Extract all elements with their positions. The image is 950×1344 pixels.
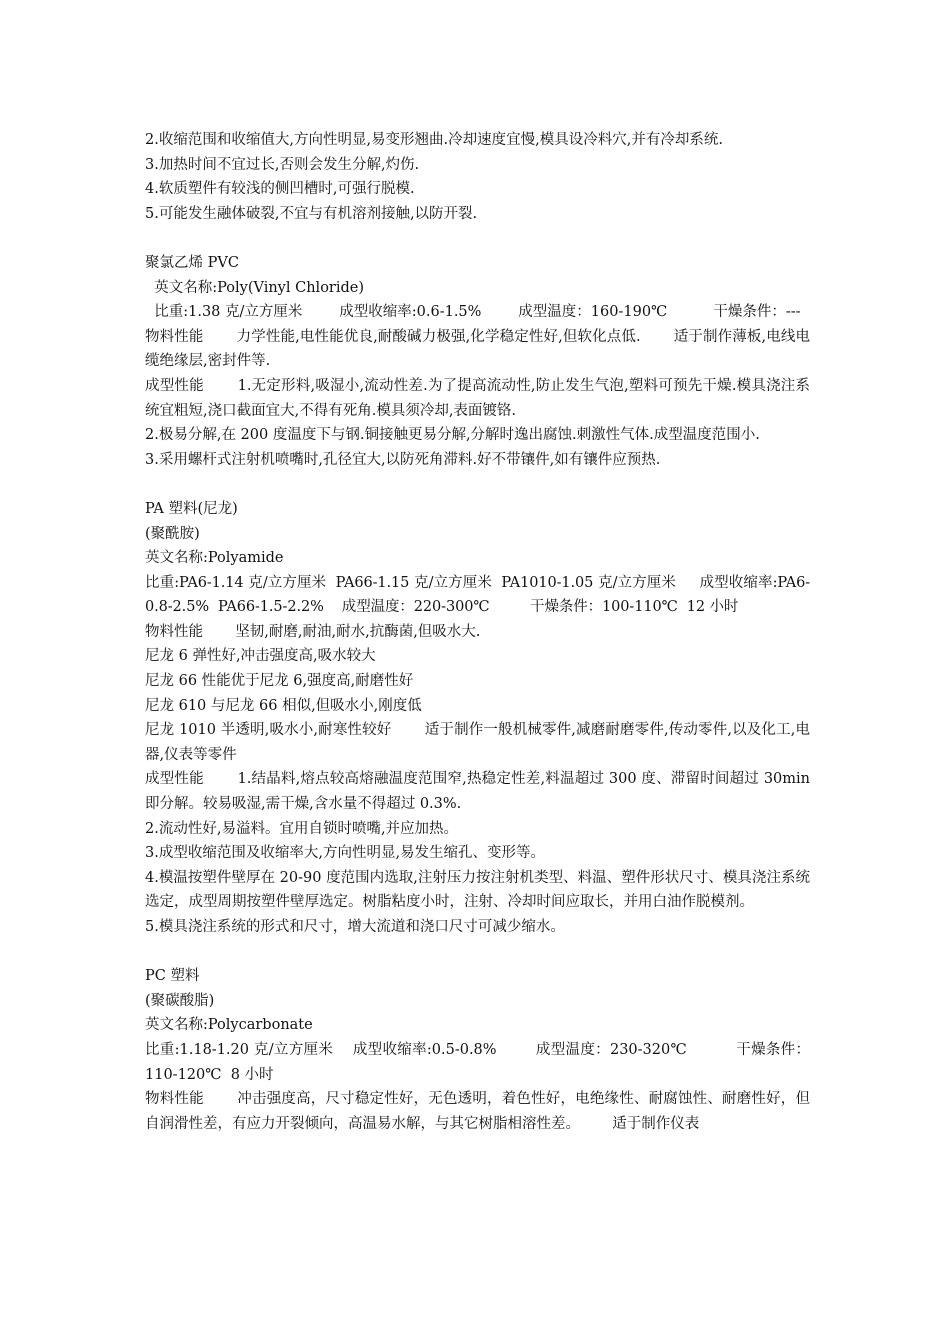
specs: 比重:1.18-1.20 克/立方厘米 成型收缩率:0.5-0.8% 成型温度：230-320℃ 干燥条件：110-120℃ 8 小时 [145,1041,810,1083]
paragraph: 5.模具浇注系统的形式和尺寸，增大流道和浇口尺寸可减少缩水。 [145,919,565,935]
paragraph: 4.软质塑件有较浅的侧凹槽时,可强行脱模. [145,181,415,198]
specs: 比重:PA6-1.14 克/立方厘米 PA66-1.15 克/立方厘米 PA1010-1.05 克/立方厘米 成型收缩率:PA6-0.8-2.5% PA66-1.5-2.2% 成型温度：220-300℃ 干燥条件：100-110℃ 12 小时 [145,574,810,616]
paragraph: 5.可能发生融体破裂,不宜与有机溶剂接触,以防开裂. [145,205,478,222]
paragraph: 3.成型收缩范围及收缩率大,方向性明显,易发生缩孔、变形等。 [145,845,546,862]
specs: 比重:1.38 克/立方厘米 成型收缩率:0.6-1.5% 成型温度：160-190℃ 干燥条件：--- [145,304,801,321]
material-properties: 物料性能 力学性能,电性能优良,耐酸碱力极强,化学稳定性好,但软化点低. 适于制作薄板,电线电缆绝缘层,密封件等. [145,328,810,370]
paragraph: 3.采用螺杆式注射机喷嘴时,孔径宜大,以防死角滞料.好不带镶件,如有镶件应预热. [145,451,661,468]
paragraph: 尼龙 66 性能优于尼龙 6,强度高,耐磨性好 [145,673,414,690]
section-heading: PC 塑料 [145,968,200,985]
material-properties: 物料性能 冲击强度高，尺寸稳定性好，无色透明，着色性好，电绝缘性、耐腐蚀性、耐磨性好，但自润滑性差，有应力开裂倾向，高温易水解，与其它树脂相溶性差。 适于制作仪表 [145,1091,810,1132]
paragraph: 4.模温按塑件壁厚在 20-90 度范围内选取,注射压力按注射机类型、料温、塑件形状尺寸、模具浇注系统选定，成型周期按塑件壁厚选定。树脂粘度小时，注射、冷却时间应取长，并用白油作脱模剂。 [145,869,810,911]
english-name: 英文名称:Polycarbonate [145,1017,313,1034]
document-body [145,128,815,1136]
spacer [145,940,810,965]
pc-section [145,964,810,1136]
intro-section [145,128,810,226]
section-heading: 聚氯乙烯 PVC [145,254,239,271]
paragraph: 尼龙 6 弹性好,冲击强度高,吸水较大 [145,648,376,665]
material-properties: 物料性能 坚韧,耐磨,耐油,耐水,抗酶菌,但吸水大. [145,623,481,640]
spacer [145,226,810,251]
molding-properties: 成型性能 1.结晶料,熔点较高熔融温度范围窄,热稳定性差,料温超过 300 度、滞留时间超过 30min 即分解。较易吸湿,需干燥,含水量不得超过 0.3%. [145,771,815,813]
paragraph: 尼龙 610 与尼龙 66 相似,但吸水小,刚度低 [145,697,422,714]
molding-properties: 成型性能 1.无定形料,吸湿小,流动性差.为了提高流动性,防止发生气泡,塑料可预先干燥.模具浇注系统宜粗短,浇口截面宜大,不得有死角.模具须冷却,表面镀铬. [145,377,810,419]
section-heading: PA 塑料(尼龙) [145,500,238,517]
paragraph: 2.极易分解,在 200 度温度下与钢.铜接触更易分解,分解时逸出腐蚀.刺激性气体.成型温度范围小. [145,427,760,444]
paragraph: 2.收缩范围和收缩值大,方向性明显,易变形翘曲.冷却速度宜慢,模具设冷料穴,并有冷却系统. [145,132,723,148]
subtitle: (聚酰胺) [145,525,200,542]
pvc-section [145,251,810,472]
paragraph: 3.加热时间不宜过长,否则会发生分解,灼伤. [145,156,420,173]
english-name: 英文名称:Poly(Vinyl Chloride) [145,279,365,296]
english-name: 英文名称:Polyamide [145,550,284,567]
paragraph: 尼龙 1010 半透明,吸水小,耐寒性较好 适于制作一般机械零件,减磨耐磨零件,传动零件,以及化工,电器,仪表等零件 [145,722,810,763]
paragraph: 2.流动性好,易溢料。宜用自锁时喷嘴,并应加热。 [145,820,459,837]
pa-section [145,497,815,940]
spacer [145,472,810,497]
subtitle: (聚碳酸脂) [145,992,215,1009]
